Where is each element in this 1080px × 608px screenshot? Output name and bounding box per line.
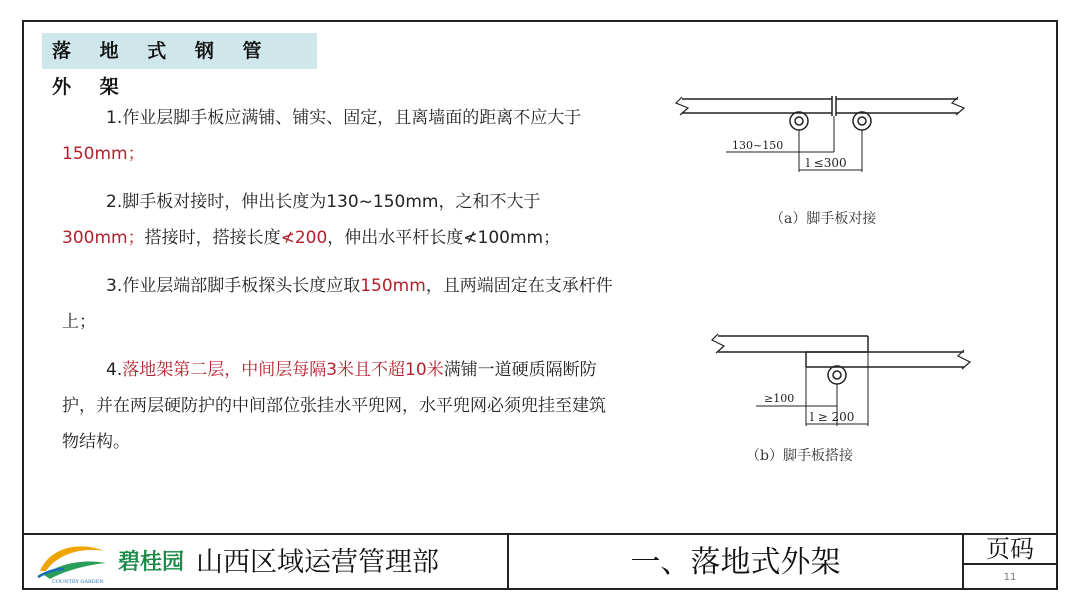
department-name: 山西区域运营管理部 [196,547,439,578]
body-text: 3.作业层端部脚手板探头长度应取 [106,276,361,296]
highlight-text: 300mm； [62,228,145,248]
diagram-a-dim-right: l ≤300 [806,156,847,170]
diagram-b-caption: （b）脚手板搭接 [746,448,853,464]
content-item-3 [62,268,622,340]
content-item-4 [62,352,622,460]
diagram-a [676,96,964,227]
footer [22,533,1058,590]
content-item-1 [62,100,622,172]
body-text: 4. [106,360,123,380]
body-text: 搭接时，搭接长度 [144,228,281,248]
diagram-b-dim-right: l ≥ 200 [810,410,855,424]
diagram-b [712,334,970,464]
page-number-cell [964,535,1056,590]
brand-name: 碧桂园 [118,550,185,575]
diagram-a-caption: （a）脚手板对接 [770,211,877,227]
highlight-text: 落地架第二层，中间层每隔3米且不超10米 [122,360,444,380]
highlight-text: 150mm； [62,144,145,164]
slide-title: 落 地 式 钢 管 外 架 [42,33,317,69]
footer-brand-cell [22,535,509,590]
country-garden-logo-icon [34,541,110,585]
highlight-text: ≮200 [280,228,328,248]
svg-text:COUNTRY GARDEN: COUNTRY GARDEN [52,579,104,585]
page-label: 页码 [964,535,1056,565]
scaffold-board-diagrams [660,70,1020,490]
diagram-b-dim-left: ≥100 [764,392,795,405]
diagram-a-dim-left: 130~150 [732,139,784,152]
content-item-2 [62,184,622,256]
page-number: 11 [1003,572,1017,583]
body-text: 2.脚手板对接时，伸出长度为130~150mm，之和不大于 [106,192,541,212]
body-text: ，伸出水平杆长度≮100mm； [327,228,561,248]
diagrams [660,70,1020,490]
body-text: 1.作业层脚手板应满铺、铺实、固定，且离墙面的距离不应大于 [106,108,582,128]
body-text: 满铺一道硬质隔断防护，并在两层硬防护的中间部位张挂水平兜网，水平兜网必须兜挂至建筑物结构。 [62,360,606,452]
body-text: ，且两端固定在支承杆件上； [62,276,613,332]
highlight-text: 150mm [360,276,426,296]
section-title: 一、落地式外架 [509,535,964,590]
content-text [62,100,622,472]
